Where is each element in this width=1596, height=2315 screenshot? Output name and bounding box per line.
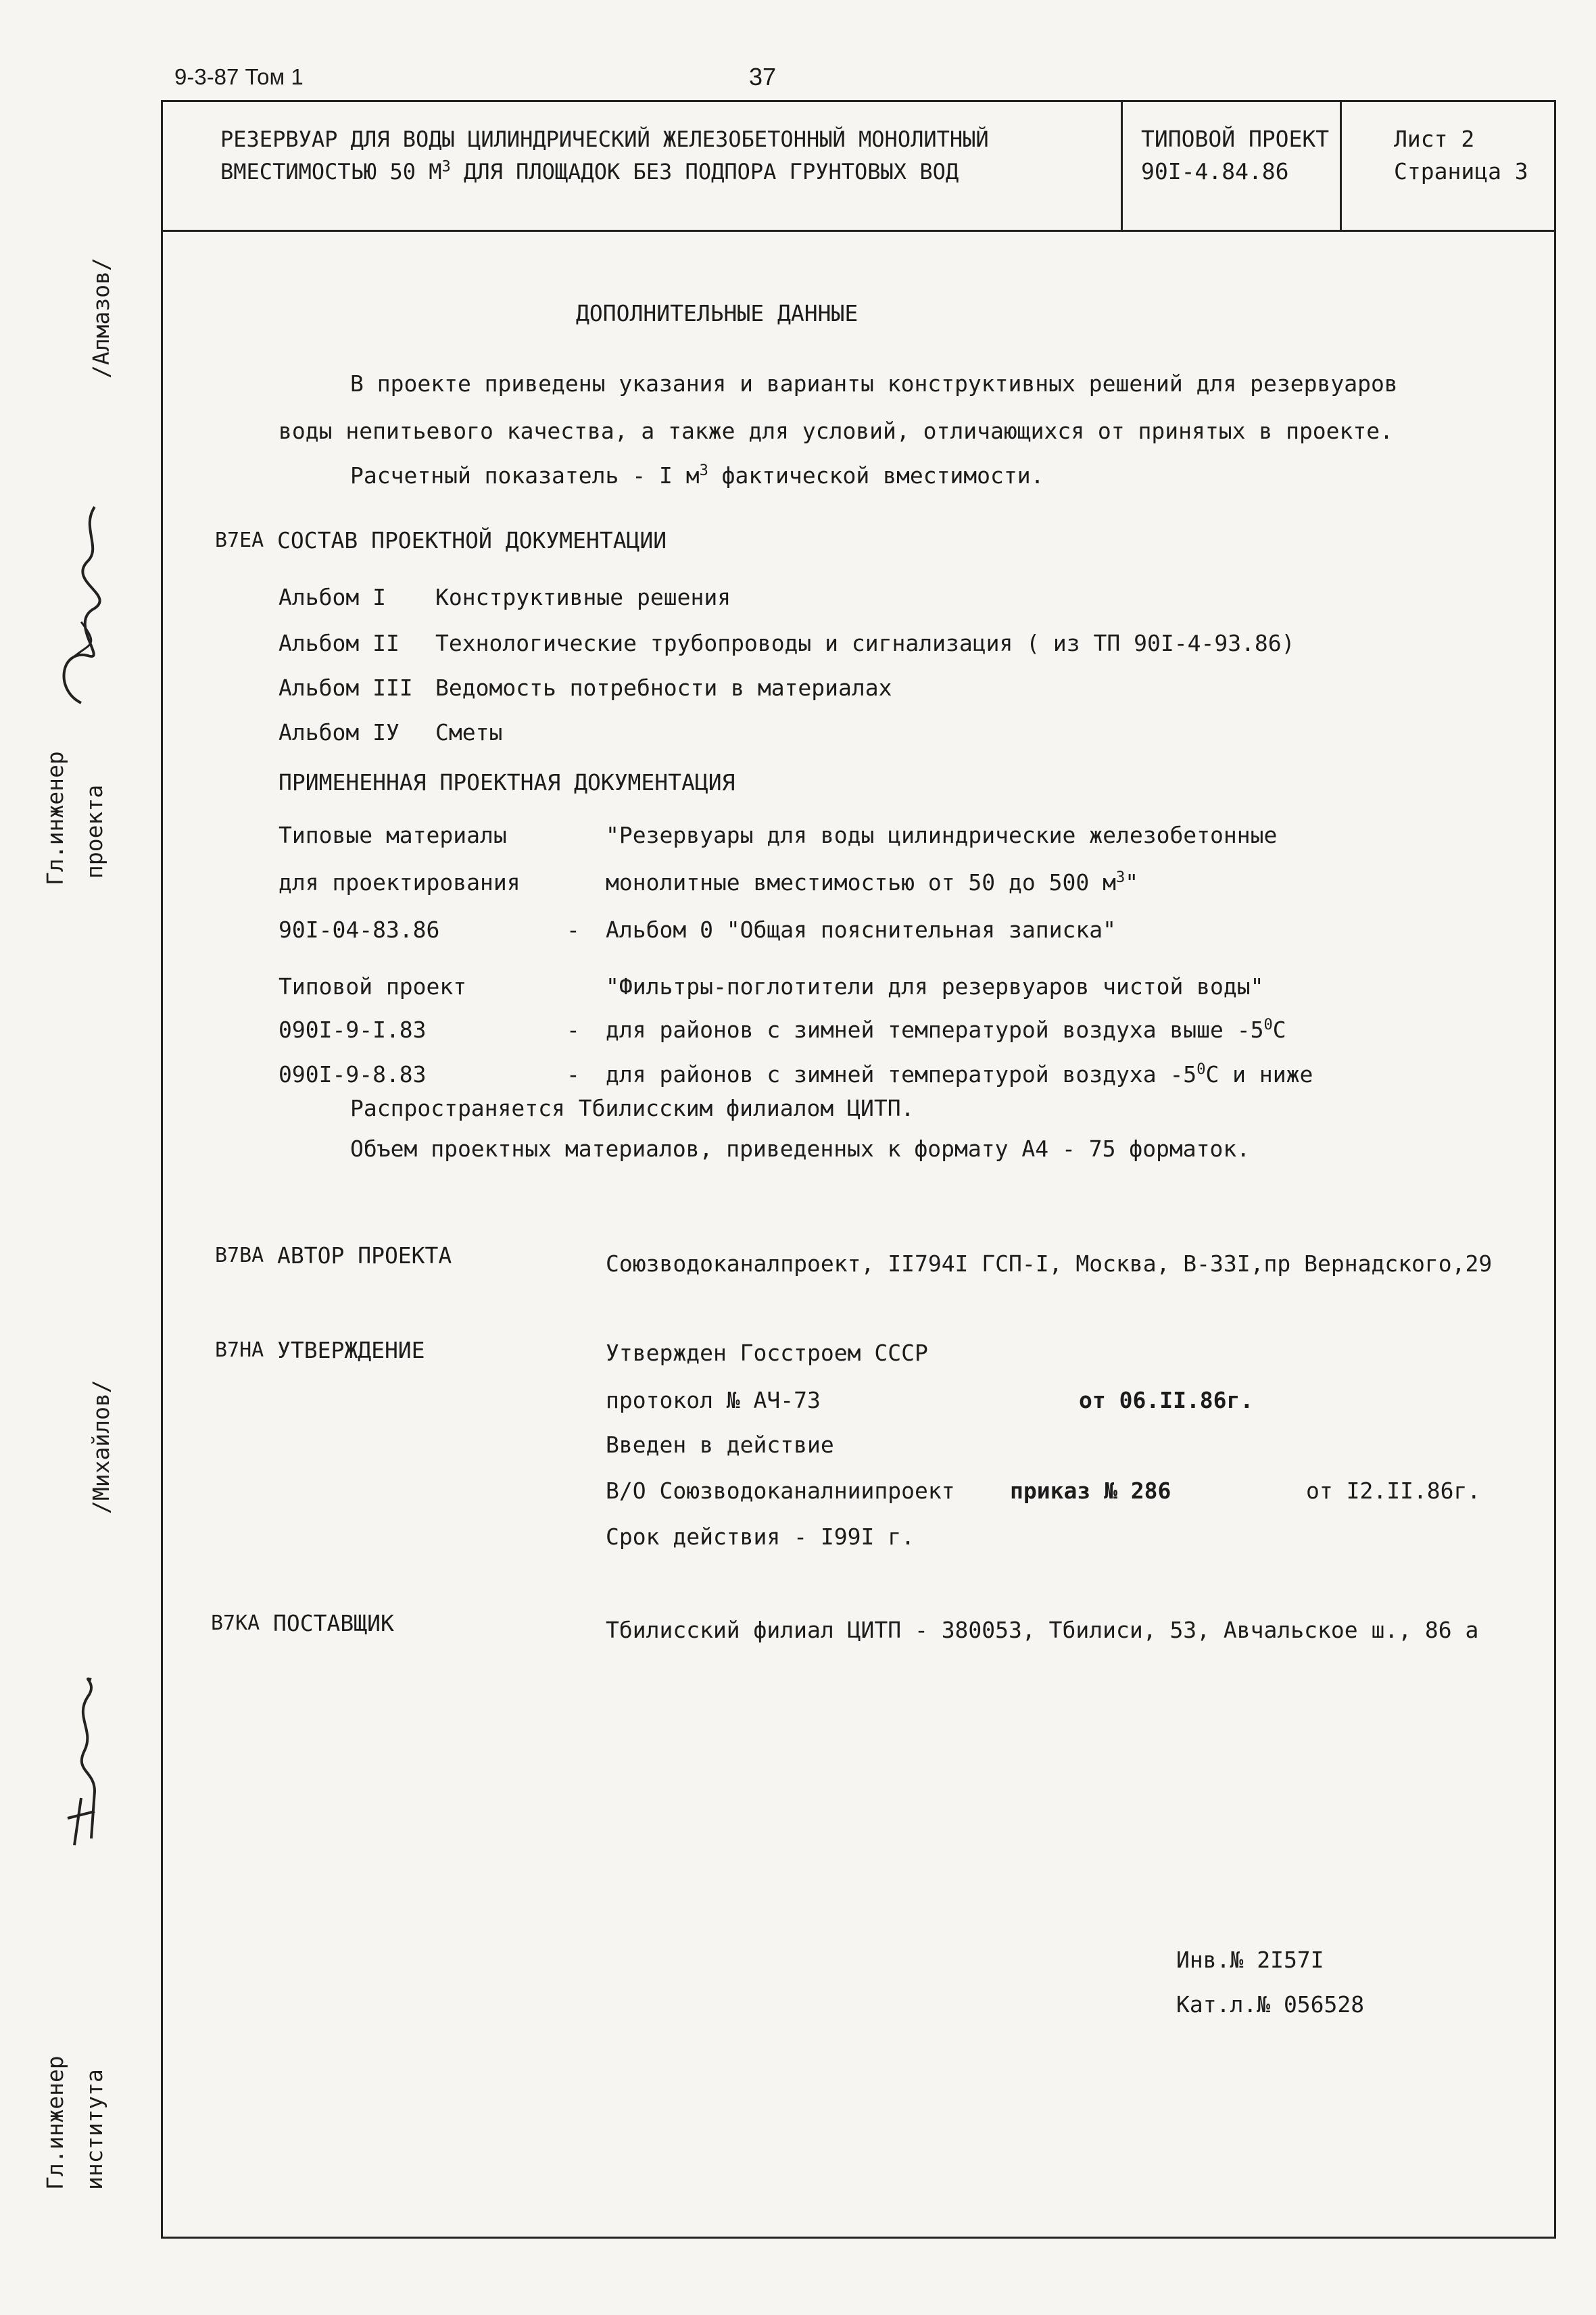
- approval-protocol: протокол № АЧ-73: [606, 1387, 821, 1413]
- title-block-vline-1: [1121, 100, 1123, 231]
- margin-almazov: /Алмазов/: [88, 258, 114, 379]
- approval-validity: Срок действия - I99I г.: [606, 1524, 915, 1550]
- b7ea-title: СОСТАВ ПРОЕКТНОЙ ДОКУМЕНТАЦИИ: [277, 527, 667, 554]
- signature-almazov-icon: [41, 487, 122, 710]
- applied-l6-right: для районов с зимней температурой воздуха $-5^0С$ и ниже: [606, 1061, 1313, 1088]
- approval-line-3: Введен в действие: [606, 1432, 834, 1458]
- page-number: 37: [749, 63, 777, 91]
- project-label: ТИПОВОЙ ПРОЕКТ: [1141, 126, 1330, 152]
- applied-l3-right: Альбом 0 "Общая пояснительная записка": [606, 917, 1116, 943]
- catalog-number: Кат.л.№ 056528: [1176, 1991, 1365, 2018]
- album-label: Альбом IУ: [279, 719, 400, 746]
- applied-l4-left: Типовой проект: [279, 973, 467, 1000]
- album-label: Альбом II: [279, 630, 400, 656]
- approval-order: приказ № 286: [1010, 1478, 1171, 1504]
- b7va-title: АВТОР ПРОЕКТА: [277, 1242, 452, 1269]
- approval-order-date: от I2.II.86г.: [1306, 1478, 1481, 1504]
- applied-l4-right: "Фильтры-поглотители для резервуаров чистой воды": [606, 973, 1264, 1000]
- applied-l5-dash: -: [566, 1017, 580, 1043]
- approval-protocol-date: от 06.II.86г.: [1079, 1387, 1254, 1413]
- page-label: Страница 3: [1394, 158, 1528, 185]
- applied-l3-left: 90I-04-83.86: [279, 917, 440, 943]
- calc-indicator: Расчетный показатель - I $м^3$ фактической вместимости.: [350, 462, 1044, 489]
- distribution-note: Распространяется Тбилисским филиалом ЦИТП.: [350, 1095, 915, 1121]
- sheet-number: Лист 2: [1394, 126, 1475, 152]
- b7na-code: В7НА: [215, 1338, 264, 1362]
- inventory-number: Инв.№ 2I57I: [1176, 1947, 1324, 1973]
- title-block-divider: [161, 230, 1556, 232]
- b7ea-code: В7ЕА: [215, 529, 264, 552]
- applied-l6-left: 090I-9-8.83: [279, 1061, 427, 1088]
- b7va-code: В7ВА: [215, 1244, 264, 1267]
- signature-mikhailov-icon: [54, 1676, 115, 1852]
- margin-mikhailov: /Михайлов/: [88, 1380, 114, 1514]
- applied-l2-right: монолитные вместимостью от 50 до 500 $м^3$": [606, 869, 1139, 896]
- margin-engineer-project-2: проекта: [81, 784, 107, 879]
- applied-l3-dash: -: [566, 917, 580, 943]
- applied-title: ПРИМЕНЕННАЯ ПРОЕКТНАЯ ДОКУМЕНТАЦИЯ: [279, 769, 735, 796]
- album-text: Конструктивные решения: [435, 584, 731, 610]
- approval-line-1: Утвержден Госстроем СССР: [606, 1340, 928, 1366]
- album-label: Альбом I: [279, 584, 386, 610]
- margin-engineer-project-1: Гл.инженер: [42, 751, 68, 885]
- album-text: Технологические трубопроводы и сигнализация ( из ТП 90I-4-93.86): [435, 630, 1295, 656]
- b7na-title: УТВЕРЖДЕНИЕ: [277, 1337, 425, 1363]
- top-note: 9-3-87 Том 1: [174, 64, 304, 89]
- album-text: Ведомость потребности в материалах: [435, 675, 892, 701]
- title-block-vline-2: [1340, 100, 1342, 231]
- volume-note: Объем проектных материалов, приведенных к формату А4 - 75 форматок.: [350, 1136, 1251, 1162]
- section-heading: ДОПОЛНИТЕЛЬНЫЕ ДАННЫЕ: [576, 300, 859, 326]
- author-text: Союзводоканалпроект, II794I ГСП-I, Москва, В-33I,пр Вернадского,29: [606, 1250, 1493, 1277]
- album-label: Альбом III: [279, 675, 413, 701]
- b7ka-title: ПОСТАВЩИК: [273, 1610, 394, 1636]
- album-text: Сметы: [435, 719, 503, 746]
- applied-l6-dash: -: [566, 1061, 580, 1088]
- project-code: 90I-4.84.86: [1141, 158, 1289, 185]
- applied-l1-right: "Резервуары для воды цилиндрические железобетонные: [606, 822, 1278, 848]
- applied-l2-left: для проектирования: [279, 869, 521, 896]
- title-line-1: РЕЗЕРВУАР ДЛЯ ВОДЫ ЦИЛИНДРИЧЕСКИЙ ЖЕЛЕЗОБЕТОННЫЙ МОНОЛИТНЫЙ: [220, 126, 989, 152]
- intro-line-1: В проекте приведены указания и варианты конструктивных решений для резервуаров: [350, 370, 1398, 397]
- applied-l5-right: для районов с зимней температурой воздуха выше $-5^0С$: [606, 1017, 1286, 1043]
- applied-l1-left: Типовые материалы: [279, 822, 507, 848]
- b7ka-code: В7КА: [211, 1611, 260, 1635]
- margin-engineer-institute-2: института: [81, 2069, 107, 2190]
- supplier-text: Тбилисский филиал ЦИТП - 380053, Тбилиси, 53, Авчальское ш., 86 а: [606, 1617, 1479, 1643]
- margin-engineer-institute-1: Гл.инженер: [42, 2055, 68, 2190]
- applied-l5-left: 090I-9-I.83: [279, 1017, 427, 1043]
- title-line-2: ВМЕСТИМОСТЬЮ 50 $М^3$ ДЛЯ ПЛОЩАДОК БЕЗ ПОДПОРА ГРУНТОВЫХ ВОД: [220, 158, 959, 185]
- intro-line-2: воды непитьевого качества, а также для условий, отличающихся от принятых в проекте.: [279, 418, 1394, 444]
- approval-org: В/О Союзводоканалниипроект: [606, 1478, 955, 1504]
